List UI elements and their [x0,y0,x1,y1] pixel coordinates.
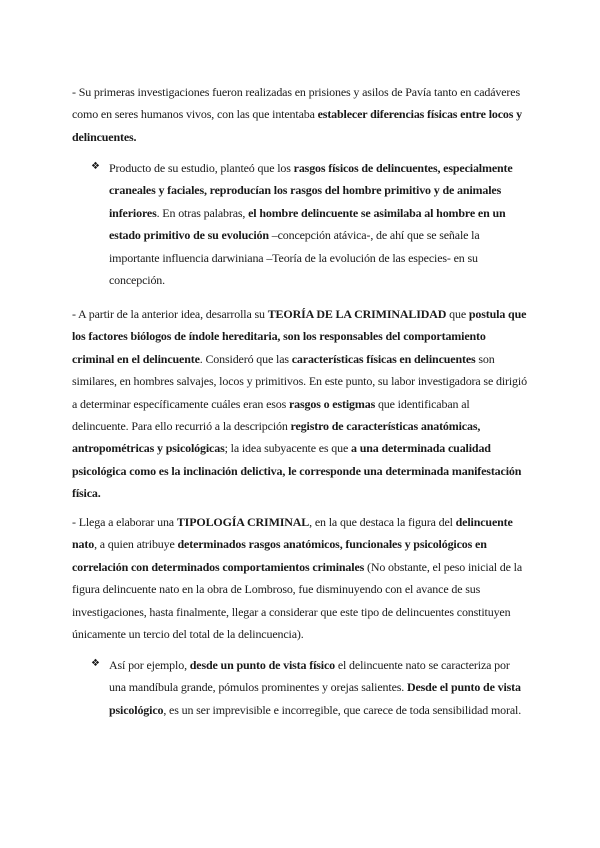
text-run: son similares, en hombres salvajes, locos y primitivos. En este punto, su labor investigadora se dirigió a determinar específicamente cuáles eran esos [72,351,527,411]
text-run: Producto de su estudio, planteó que los [109,161,294,175]
bold-text-run: rasgos físicos de delincuentes, especialmente craneales y faciales, reproducían los rasgos del hombre primitivo y de animales inferiores [109,161,513,220]
bold-text-run: TEORÍA DE LA CRIMINALIDAD [267,307,447,321]
text-run: , en la que destaca la figura del [309,515,456,529]
bold-text-run: el hombre delincuente se asimilaba al hombre en un estado primitivo de su evolución [109,205,506,243]
bullet-diamond-icon: ❖ [91,658,100,669]
bullet-ejemplo-fisico [109,654,528,721]
bold-text-run: Desde el punto de vista psicológico [109,680,521,717]
text-run: , a quien atribuye [94,537,178,552]
bold-text-run: determinados rasgos anatómicos, funcionales y psicológicos en correlación con determinados comportamientos criminales [72,537,487,574]
text-run: - Su primeras investigaciones fueron realizadas en prisiones y asilos de Pavía tanto en cadáveres como en seres humanos vivos, con las que intentaba [72,85,520,122]
bold-text-run: características físicas en delincuentes [291,351,476,366]
text-run: - Llega a elaborar una [72,515,177,529]
text-run: el delincuente nato se caracteriza por una mandíbula grande, pómulos prominentes y orejas salientes. [109,658,510,695]
bold-text-run: delincuente nato [72,515,513,552]
bullet-producto-estudio [109,157,528,291]
bold-text-run: a una determinada cualidad psicológica como es la inclinación delictiva, le corresponde una determinada manifestación física. [72,441,522,501]
text-run: ; la idea subyacente es que [224,441,352,456]
paragraph-investigaciones [72,81,528,148]
bold-text-run: rasgos o estigmas [288,396,376,411]
text-run: - A partir de la anterior idea, desarrolla su [72,307,268,321]
bullet-diamond-icon: ❖ [91,161,100,172]
text-run: (No obstante, el peso inicial de la figura delincuente nato en la obra de Lombroso, fue disminuyendo con el avance de sus investigaciones, hasta finalmente, llegar a considerar que este tipo de delincuentes constituyen únicamente un tercio del total de la delincuencia). [72,559,523,642]
bold-text-run: desde un punto de vista físico [189,658,335,672]
bold-text-run: registro de características anatómicas, antropométricas y psicológicas [72,419,481,456]
text-run: . Consideró que las [199,351,292,366]
text-run: . En otras palabras, [156,205,249,220]
text-run: –concepción atávica-, de ahí que se señale la importante influencia darwiniana –Teoría de la evolución de las especies- en su concepción. [109,228,480,288]
bold-text-run: postula que los factores biólogos de índole hereditaria, son los responsables del comportamiento criminal en el delincuente [72,307,527,366]
text-run: que [446,307,469,321]
bold-text-run: TIPOLOGÍA CRIMINAL [176,515,310,529]
text-run: Así por ejemplo, [109,658,190,672]
text-run: que identificaban al delincuente. Para ello recurrió a la descripción [72,396,470,434]
bold-text-run: establecer diferencias físicas entre locos y delincuentes. [72,107,522,144]
paragraph-teoria-criminalidad [72,303,528,505]
paragraph-tipologia-criminal [72,511,528,645]
text-run: , es un ser imprevisible e incorregible, que carece de toda sensibilidad moral. [163,702,522,717]
